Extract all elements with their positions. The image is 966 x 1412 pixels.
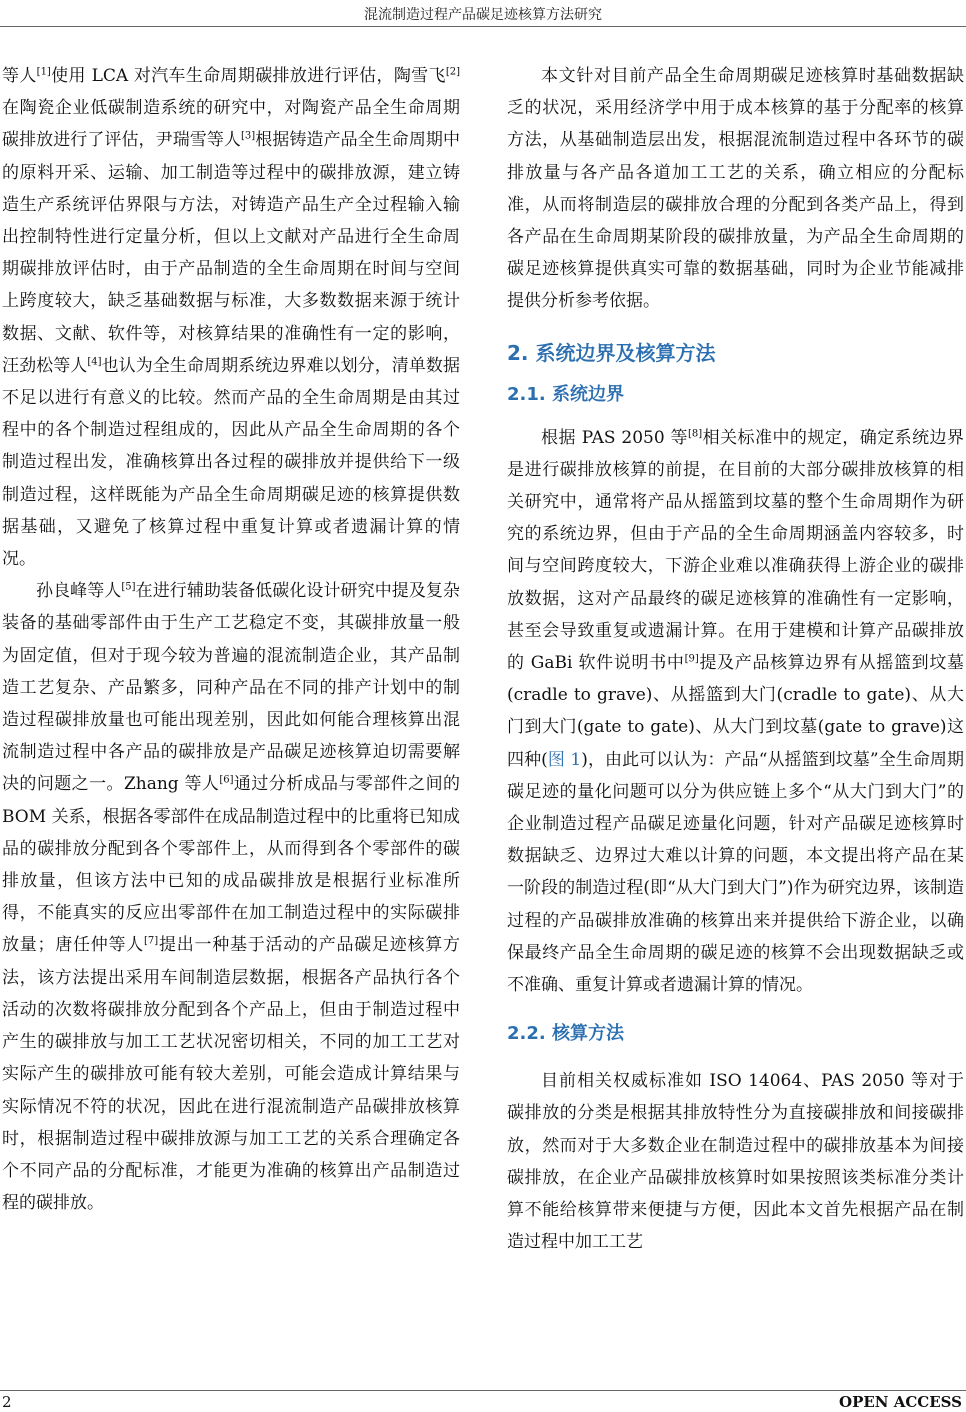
section-2-heading: 2. 系统边界及核算方法 <box>507 340 716 365</box>
citation-4[interactable]: [4] <box>87 356 102 368</box>
text: 通过分析成品与零部件之间的 BOM 关系，根据各零部件在成品制造过程中的比重将已知成品的碳排放分配到各个零部件上，从而得到各个零部件的碳排放量，但该方法中已知的成品碳排放是根据行业标准所得，不能真实的反应出零部件在加工制造过程中的实际碳排放量；唐任仲等人 <box>2 774 460 956</box>
text: 根据铸造产品全生命周期中的原料开采、运输、加工制造等过程中的碳排放源，建立铸造生产系统评估界限与方法，对铸造产品生产全过程输入输出控制特性进行定量分析，但以上文献对产品进行全生命周期碳排放评估时，由于产品制造的全生命周期在时间与空间上跨度较大，缺乏基础数据与标准，大多数数据来源于统计数据、文献、软件等，对核算结果的准确性有一定的影响，汪劲松等人 <box>2 130 460 376</box>
text: )，由此可以认为：产品“从摇篮到坟墓”全生命周期碳足迹的量化问题可以分为供应链上多个“从大门到大门”的企业制造过程产品碳足迹量化问题，针对产品碳足迹核算时数据缺乏、边界过大难以计算的问题，本文提出将产品在某一阶段的制造过程(即“从大门到大门”)作为研究边界，该制造过程的产品碳排放准确的核算出来并提供给下游企业，以确保最终产品全生命周期的碳足迹的核算不会出现数据缺乏或不准确、重复计算或者遗漏计算的情况。 <box>507 749 964 996</box>
right-column <box>507 60 964 1259</box>
text: 孙良峰等人 <box>36 581 122 602</box>
text: 根据 PAS 2050 等 <box>541 427 689 448</box>
paragraph-4 <box>507 422 964 1002</box>
running-title: 混流制造过程产品碳足迹核算方法研究 <box>364 7 602 23</box>
text: 在进行辅助装备低碳化设计研究中提及复杂装备的基础零部件由于生产工艺稳定不变，其碳排放量一般为固定值，但对于现今较为普遍的混流制造企业，其产品制造工艺复杂、产品繁多，同种产品在不同的排产计划中的制造过程碳排放量也可能出现差别，因此如何能合理核算出混流制造过程中各产品的碳排放是产品碳足迹核算迫切需要解决的问题之一。Zhang 等人 <box>2 581 461 795</box>
section-2-2-heading: 2.2. 核算方法 <box>507 1023 624 1045</box>
text: 等人 <box>2 66 37 86</box>
citation-6[interactable]: [6] <box>219 774 234 786</box>
citation-9[interactable]: [9] <box>684 653 699 665</box>
paragraph-2 <box>2 575 460 1219</box>
text: 也认为全生命周期系统边界难以划分，清单数据不足以进行有意义的比较。然而产品的全生命周期是由其过程中的各个制造过程组成的，因此从产品全生命周期的各个制造过程出发，准确核算出各过程的碳排放并提供给下一级制造过程，这样既能为产品全生命周期碳足迹的核算提供数据基础，又避免了核算过程中重复计算或者遗漏计算的情况。 <box>2 355 461 570</box>
paragraph-1 <box>2 60 460 575</box>
text: 相关标准中的规定，确定系统边界是进行碳排放核算的前提，在目前的大部分碳排放核算的相关研究中，通常将产品从摇篮到坟墓的整个生命周期作为研究的系统边界，但由于产品的全生命周期涵盖内容较多，时间与空间跨度较大，下游企业难以准确获得上游企业的碳排放数据，这对产品最终的碳足迹核算的准确性有一定影响，甚至会导致重复或遗漏计算。在用于建模和计算产品碳排放的 GaBi 软件说明书中 <box>507 427 965 674</box>
citation-8[interactable]: [8] <box>688 427 703 439</box>
paragraph-3: 本文针对目前产品全生命周期碳足迹核算时基础数据缺乏的状况，采用经济学中用于成本核算的基于分配率的核算方法，从基础制造层出发，根据混流制造过程中各环节的碳排放量与各产品各道加工工艺的关系，确立相应的分配标准，从而将制造层的碳排放合理的分配到各类产品上，得到各产品在生命周期某阶段的碳排放量，为产品全生命周期的碳足迹核算提供真实可靠的数据基础，同时为企业节能减排提供分析参考依据。 <box>507 66 964 312</box>
text: 在陶瓷企业低碳制造系统的研究中，对陶瓷产品全生命周期碳排放进行了评估，尹瑞雪等人 <box>2 98 460 151</box>
text: 提及产品核算边界有从摇篮到坟墓(cradle to grave)、从摇篮到大门(cradle to gate)、从大门到大门(gate to gate)、从大门到坟墓(gate to grave)这四种( <box>507 653 964 770</box>
open-access-label: OPEN ACCESS <box>839 1393 962 1411</box>
citation-3[interactable]: [3] <box>240 130 256 142</box>
figure-1-link[interactable]: 图 1 <box>547 749 582 770</box>
text: 使用 LCA 对汽车生命周期碳排放进行评估，陶雪飞 <box>50 66 446 86</box>
citation-5[interactable]: [5] <box>121 581 136 593</box>
left-column <box>2 60 460 1219</box>
text: 提出一种基于活动的产品碳足迹核算方法，该方法提出采用车间制造层数据，根据各产品执行各个活动的次数将碳排放分配到各个产品上，但由于制造过程中产生的碳排放与加工工艺状况密切相关，不同的加工工艺对实际产生的碳排放可能有较大差别，可能会造成计算结果与实际情况不符的状况，因此在进行混流制造产品碳排放核算时，根据制造过程中碳排放源与加工工艺的关系合理确定各个不同产品的分配标准，才能更为准确的核算出产品制造过程的碳排放。 <box>2 935 461 1214</box>
footer-divider <box>0 1390 966 1391</box>
citation-2[interactable]: [2] <box>445 66 460 78</box>
page-number: 2 <box>2 1393 12 1411</box>
section-2-1-heading: 2.1. 系统边界 <box>507 383 624 405</box>
paragraph-5: 目前相关权威标准如 ISO 14064、PAS 2050 等对于碳排放的分类是根据其排放特性分为直接碳排放和间接碳排放，然而对于大多数企业在制造过程中的碳排放基本为间接碳排放，在企业产品碳排放核算时如果按照该类标准分类计算不能给核算带来便捷与方便，因此本文首先根据产品在制造过程中加工工艺 <box>507 1071 964 1253</box>
citation-1[interactable]: [1] <box>36 66 51 78</box>
header-divider <box>0 26 966 27</box>
citation-7[interactable]: [7] <box>144 935 159 947</box>
